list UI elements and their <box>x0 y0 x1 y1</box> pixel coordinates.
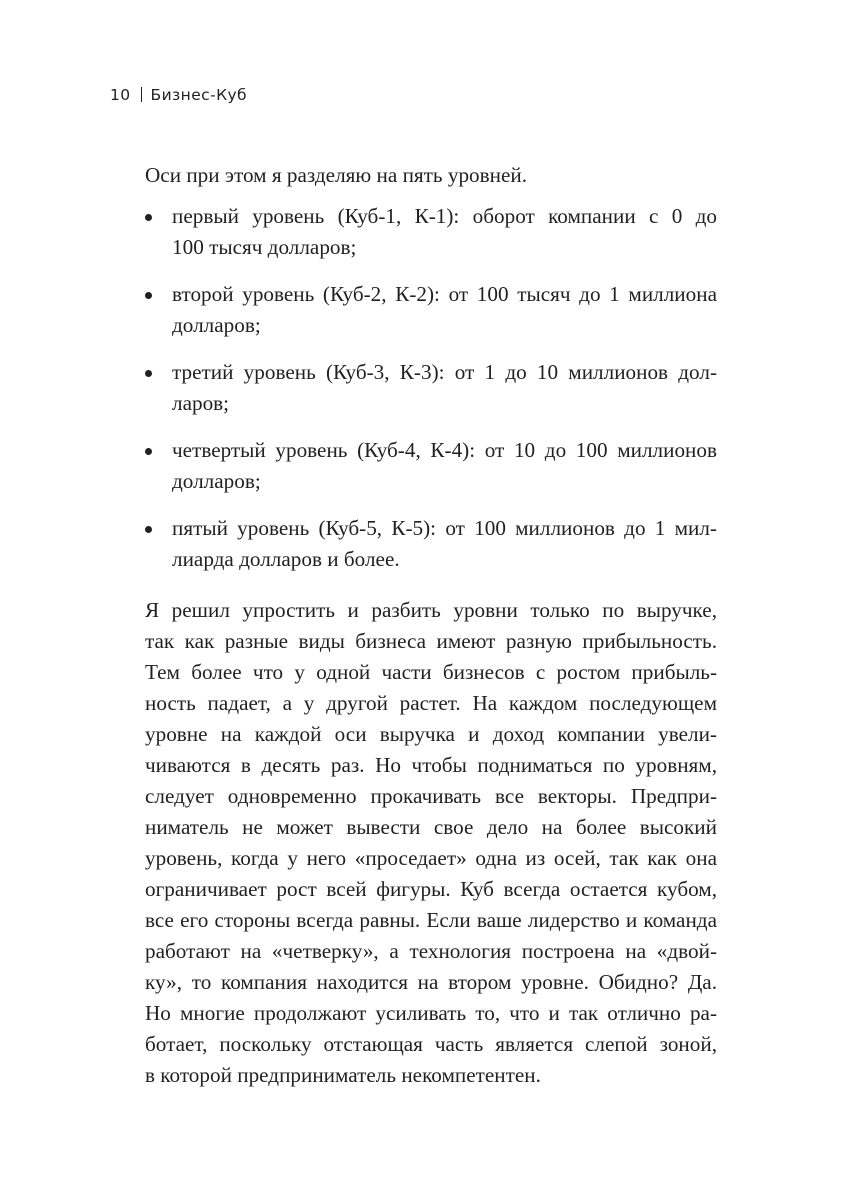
bullet-icon <box>145 448 152 455</box>
running-header <box>110 86 247 104</box>
list-item-line: долларов; <box>172 313 261 337</box>
list-item-line: долларов; <box>172 469 261 493</box>
paragraph-line: ограничивает рост всей фигуры. Куб всегда остается кубом, <box>145 877 717 901</box>
paragraph-line: ниматель не может вывести свое дело на более высокий <box>145 815 717 839</box>
list-item <box>145 201 717 263</box>
levels-list <box>145 201 717 575</box>
list-item-line: четвертый уровень (Куб-4, К-4): от 10 до 100 миллионов <box>172 438 717 462</box>
list-item <box>145 357 717 419</box>
paragraph-line: уровень, когда у него «проседает» одна из осей, так как она <box>145 846 717 870</box>
body-paragraph <box>145 595 717 1091</box>
intro-sentence: Оси при этом я разделяю на пять уровней. <box>145 163 528 187</box>
list-item <box>145 435 717 497</box>
list-item-line: второй уровень (Куб-2, К-2): от 100 тысяч до 1 миллиона <box>172 282 717 306</box>
list-item-line: третий уровень (Куб-3, К-3): от 1 до 10 миллионов дол- <box>172 360 717 384</box>
paragraph-line: так как разные виды бизнеса имеют разную прибыльность. <box>145 629 717 653</box>
paragraph-line: ку», то компания находится на втором уровне. Обидно? Да. <box>145 970 717 994</box>
list-item <box>145 279 717 341</box>
paragraph-line: ность падает, а у другой растет. На каждом последующем <box>145 691 717 715</box>
paragraph-line: следует одновременно прокачивать все векторы. Предпри- <box>145 784 717 808</box>
paragraph-line: чиваются в десять раз. Но чтобы подниматься по уровням, <box>145 753 717 777</box>
bullet-icon <box>145 526 152 533</box>
list-item-line: лиарда долларов и более. <box>172 547 400 571</box>
book-title: Бизнес-Куб <box>150 86 248 104</box>
paragraph-line: в которой предприниматель некомпетентен. <box>145 1063 541 1087</box>
paragraph-line: уровне на каждой оси выручка и доход компании увели- <box>145 722 717 746</box>
header-separator <box>141 87 142 102</box>
bullet-icon <box>145 214 152 221</box>
paragraph-line: Я решил упростить и разбить уровни только по выручке, <box>145 598 717 622</box>
paragraph-line: Тем более что у одной части бизнесов с ростом прибыль- <box>145 660 717 684</box>
page-body <box>145 160 717 1091</box>
list-item <box>145 513 717 575</box>
bullet-icon <box>145 292 152 299</box>
bullet-icon <box>145 370 152 377</box>
list-item-line: ларов; <box>172 391 230 415</box>
page-number: 10 <box>110 86 131 104</box>
paragraph-line: все его стороны всегда равны. Если ваше лидерство и команда <box>145 908 717 932</box>
list-item-line: первый уровень (Куб-1, К-1): оборот компании с 0 до <box>172 204 717 228</box>
paragraph-line: Но многие продолжают усиливать то, что и так отлично ра- <box>145 1001 717 1025</box>
paragraph-line: работают на «четверку», а технология построена на «двой- <box>145 939 717 963</box>
list-item-line: пятый уровень (Куб-5, К-5): от 100 миллионов до 1 мил- <box>172 516 717 540</box>
paragraph-line: ботает, поскольку отстающая часть является слепой зоной, <box>145 1032 717 1056</box>
list-item-line: 100 тысяч долларов; <box>172 235 357 259</box>
